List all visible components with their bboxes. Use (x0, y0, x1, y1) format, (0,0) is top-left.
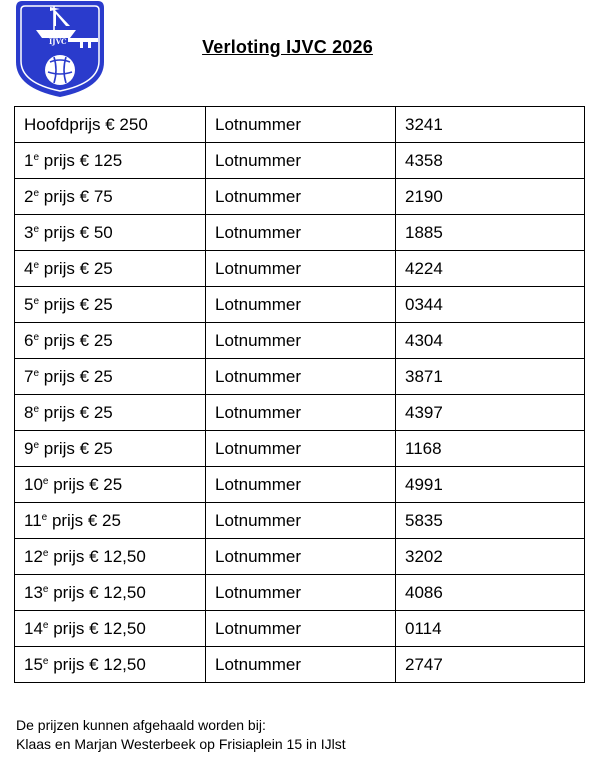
prize-row (15, 503, 585, 539)
prize-ordinal: 2 (24, 186, 34, 206)
prize-ordinal: 6 (24, 330, 34, 350)
prize-ordinal-suffix: e (42, 547, 49, 559)
ticket-number-cell: 1885 (396, 215, 585, 251)
prize-name-cell (15, 287, 206, 323)
prize-name-cell (15, 323, 206, 359)
ticket-number-cell: 3202 (396, 539, 585, 575)
prize-row (15, 575, 585, 611)
ticket-number-cell: 4991 (396, 467, 585, 503)
ticket-number-cell: 5835 (396, 503, 585, 539)
prize-ordinal: 9 (24, 438, 34, 458)
ticket-number-cell: 1168 (396, 431, 585, 467)
prize-row (15, 359, 585, 395)
prize-name-cell (15, 359, 206, 395)
prize-ordinal-suffix: e (33, 259, 40, 271)
prize-label: prijs € 50 (39, 222, 113, 242)
ticket-label-cell: Lotnummer (206, 503, 396, 539)
title-text: Verloting IJVC 2026 (202, 37, 373, 57)
prize-ordinal: 1 (24, 150, 34, 170)
ticket-number-cell: 4397 (396, 395, 585, 431)
prize-name-cell (15, 647, 206, 683)
ticket-number-cell: 0344 (396, 287, 585, 323)
page-title (0, 37, 605, 58)
prize-row (15, 431, 585, 467)
prize-label: prijs € 25 (47, 510, 121, 530)
prize-ordinal-suffix: e (33, 223, 40, 235)
ticket-label-cell: Lotnummer (206, 179, 396, 215)
prize-row (15, 467, 585, 503)
prize-row (15, 251, 585, 287)
ticket-number-cell: 4358 (396, 143, 585, 179)
ticket-number-cell: 4304 (396, 323, 585, 359)
prize-name-cell (15, 395, 206, 431)
prize-ordinal-suffix: e (33, 439, 40, 451)
prize-name-cell (15, 215, 206, 251)
prize-label: prijs € 25 (39, 366, 113, 386)
prize-ordinal: 12 (24, 546, 43, 566)
prize-table-body (15, 107, 585, 683)
prize-label: prijs € 25 (39, 258, 113, 278)
prize-ordinal: 15 (24, 654, 43, 674)
prize-row (15, 647, 585, 683)
prize-label: prijs € 25 (39, 402, 113, 422)
prize-label: prijs € 12,50 (48, 546, 146, 566)
prize-row (15, 215, 585, 251)
prize-row (15, 323, 585, 359)
prize-ordinal-suffix: e (42, 655, 49, 667)
prize-ordinal-suffix: e (42, 583, 49, 595)
ticket-label-cell: Lotnummer (206, 395, 396, 431)
prize-ordinal: 14 (24, 618, 43, 638)
prize-table (14, 106, 585, 683)
ticket-label-cell: Lotnummer (206, 251, 396, 287)
prize-ordinal: 10 (24, 474, 43, 494)
prize-label: prijs € 25 (39, 330, 113, 350)
prize-ordinal-suffix: e (33, 367, 40, 379)
prize-name-cell (15, 107, 206, 143)
ticket-label-cell: Lotnummer (206, 575, 396, 611)
prize-row (15, 287, 585, 323)
prize-label: prijs € 12,50 (48, 654, 146, 674)
prize-name-cell (15, 539, 206, 575)
prize-label: prijs € 25 (39, 438, 113, 458)
prize-name-cell (15, 575, 206, 611)
prize-ordinal-suffix: e (33, 331, 40, 343)
ticket-label-cell: Lotnummer (206, 215, 396, 251)
pickup-line-2: Klaas en Marjan Westerbeek op Frisiaplein 15 in IJlst (16, 736, 346, 752)
prize-row (15, 179, 585, 215)
prize-name-cell (15, 143, 206, 179)
ticket-number-cell: 3871 (396, 359, 585, 395)
prize-ordinal: 4 (24, 258, 34, 278)
ticket-label-cell: Lotnummer (206, 611, 396, 647)
prize-ordinal-suffix: e (33, 151, 40, 163)
prize-row (15, 395, 585, 431)
pickup-line-1: De prijzen kunnen afgehaald worden bij: (16, 717, 266, 733)
prize-ordinal-suffix: e (42, 475, 49, 487)
prize-ordinal-suffix: e (42, 619, 49, 631)
prize-ordinal: 13 (24, 582, 43, 602)
prize-ordinal: 5 (24, 294, 34, 314)
prize-ordinal: 8 (24, 402, 34, 422)
prize-label: prijs € 75 (39, 186, 113, 206)
ticket-number-cell: 4224 (396, 251, 585, 287)
prize-name-cell (15, 179, 206, 215)
ticket-number-cell: 2747 (396, 647, 585, 683)
ticket-label-cell: Lotnummer (206, 431, 396, 467)
prize-label: prijs € 12,50 (48, 618, 146, 638)
prize-row (15, 107, 585, 143)
ticket-number-cell: 4086 (396, 575, 585, 611)
prize-label: Hoofdprijs € 250 (24, 114, 148, 134)
prize-ordinal-suffix: e (41, 511, 48, 523)
prize-row (15, 539, 585, 575)
prize-label: prijs € 25 (48, 474, 123, 494)
pickup-info (16, 716, 346, 754)
prize-row (15, 611, 585, 647)
prize-ordinal: 7 (24, 366, 34, 386)
ticket-label-cell: Lotnummer (206, 647, 396, 683)
prize-label: prijs € 12,50 (48, 582, 146, 602)
prize-label: prijs € 25 (39, 294, 113, 314)
prize-name-cell (15, 431, 206, 467)
ticket-label-cell: Lotnummer (206, 359, 396, 395)
prize-ordinal: 11 (24, 510, 42, 530)
logo-text: IJVC (49, 37, 67, 46)
prize-row (15, 143, 585, 179)
ticket-label-cell: Lotnummer (206, 287, 396, 323)
ticket-label-cell: Lotnummer (206, 143, 396, 179)
prize-name-cell (15, 251, 206, 287)
prize-name-cell (15, 611, 206, 647)
ticket-number-cell: 3241 (396, 107, 585, 143)
ticket-label-cell: Lotnummer (206, 539, 396, 575)
prize-label: prijs € 125 (39, 150, 123, 170)
prize-ordinal-suffix: e (33, 187, 40, 199)
ticket-label-cell: Lotnummer (206, 107, 396, 143)
prize-ordinal: 3 (24, 222, 34, 242)
ticket-number-cell: 2190 (396, 179, 585, 215)
ticket-number-cell: 0114 (396, 611, 585, 647)
prize-name-cell (15, 503, 206, 539)
prize-ordinal-suffix: e (33, 403, 40, 415)
prize-ordinal-suffix: e (33, 295, 40, 307)
prize-name-cell (15, 467, 206, 503)
ticket-label-cell: Lotnummer (206, 323, 396, 359)
ticket-label-cell: Lotnummer (206, 467, 396, 503)
